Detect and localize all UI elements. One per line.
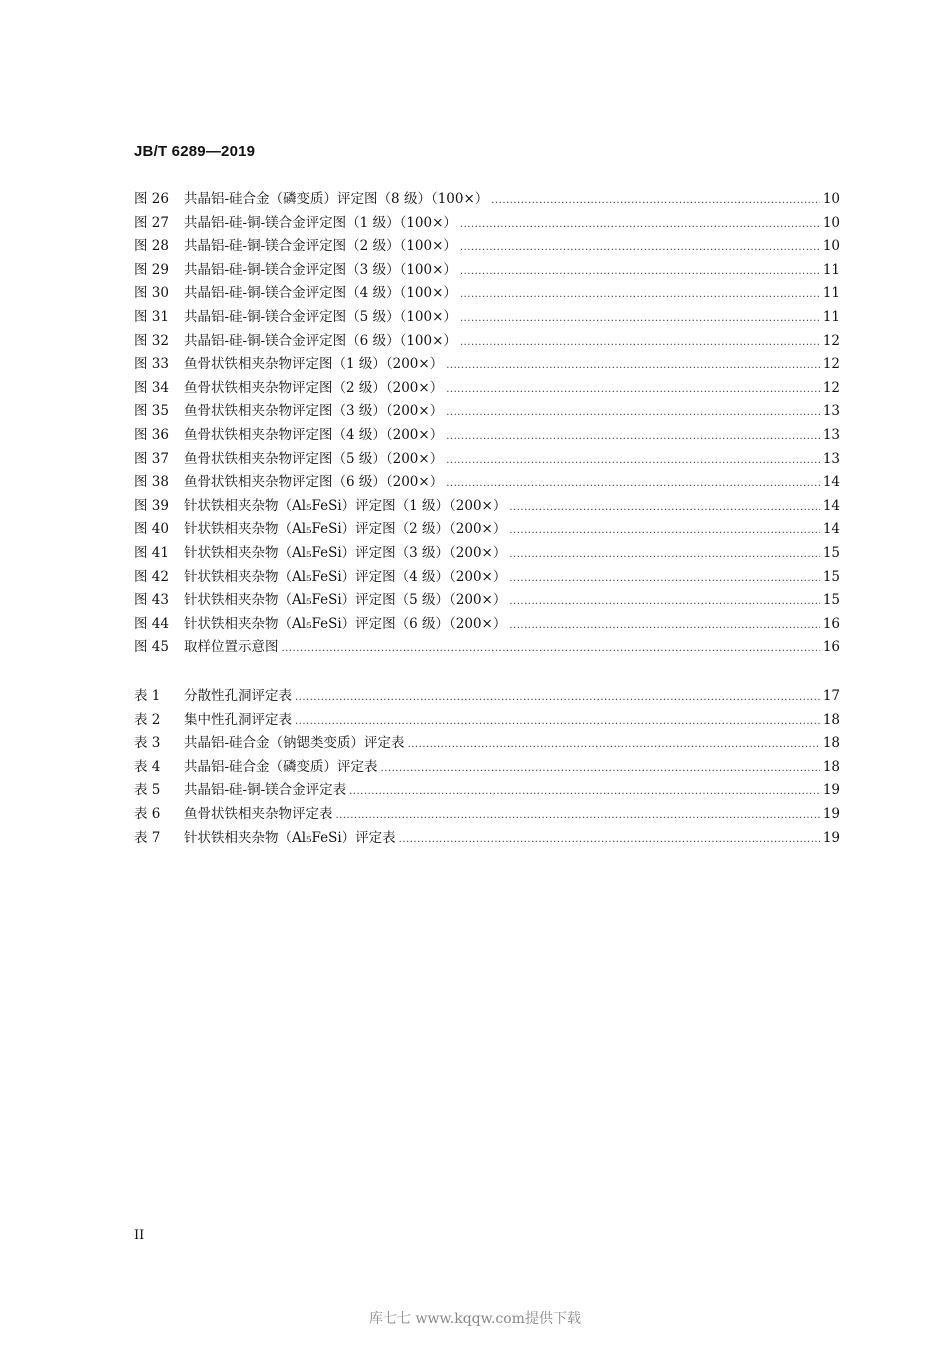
dot-leader [446, 455, 820, 466]
figure-entry[interactable] [134, 541, 840, 565]
table-entry[interactable] [134, 778, 840, 802]
dot-leader [491, 195, 820, 206]
entry-page: 14 [822, 521, 840, 538]
dot-leader [509, 573, 819, 584]
entry-title: 共晶铝-硅-铜-镁合金评定图（4 级）（100×） [184, 285, 457, 302]
entry-title: 鱼骨状铁相夹杂物评定图（6 级）（200×） [184, 474, 444, 491]
figure-entry[interactable] [134, 329, 840, 353]
entry-title: 针状铁相夹杂物（Al₅FeSi）评定图（6 级）（200×） [184, 615, 507, 632]
entry-page: 10 [822, 214, 840, 231]
dot-leader [295, 716, 820, 727]
entry-number: 图 34 [134, 379, 169, 396]
entry-page: 12 [822, 332, 840, 349]
entry-number: 图 27 [134, 214, 169, 231]
figure-entry[interactable] [134, 470, 840, 494]
entry-page: 13 [822, 450, 840, 467]
entry-title: 分散性孔洞评定表 [184, 688, 292, 704]
entry-title: 共晶铝-硅-铜-镁合金评定图（5 级）（100×） [184, 308, 457, 325]
entry-number: 表 7 [134, 829, 161, 846]
entry-number: 图 26 [134, 191, 169, 207]
entry-title: 针状铁相夹杂物（Al₅FeSi）评定图（2 级）（200×） [184, 521, 507, 538]
dot-leader [509, 596, 819, 607]
dot-leader [446, 360, 820, 371]
figure-entry[interactable] [134, 423, 840, 447]
figure-entry[interactable] [134, 447, 840, 471]
page-number: II [134, 1228, 145, 1243]
table-entry[interactable] [134, 708, 840, 732]
figure-entry[interactable] [134, 399, 840, 423]
watermark: 库七七 www.kqqw.com提供下载 [369, 1311, 581, 1327]
dot-leader [399, 834, 820, 845]
entry-number: 图 29 [134, 261, 169, 278]
dot-leader [282, 643, 820, 654]
figure-entry[interactable] [134, 565, 840, 589]
entry-number: 表 5 [134, 782, 161, 799]
entry-number: 图 40 [134, 521, 169, 538]
dot-leader [446, 431, 820, 442]
dot-leader [509, 502, 819, 513]
entry-page: 14 [822, 474, 840, 491]
entry-number: 图 33 [134, 356, 169, 373]
table-entry[interactable] [134, 826, 840, 850]
entry-title: 鱼骨状铁相夹杂物评定图（1 级）（200×） [184, 356, 444, 373]
figure-entry[interactable] [134, 352, 840, 376]
figure-entry[interactable] [134, 234, 840, 258]
entry-page: 10 [822, 238, 840, 255]
entry-number: 图 36 [134, 426, 169, 443]
dot-leader [460, 337, 820, 348]
figure-entry[interactable] [134, 305, 840, 329]
dot-leader [460, 313, 820, 324]
figure-entry[interactable] [134, 612, 840, 636]
entry-page: 11 [822, 285, 840, 302]
entry-title: 共晶铝-硅-铜-镁合金评定图（6 级）（100×） [184, 332, 457, 349]
entry-title: 针状铁相夹杂物（Al₅FeSi）评定表 [184, 829, 396, 846]
entry-page: 11 [822, 308, 840, 325]
entry-number: 图 39 [134, 497, 169, 514]
entry-title: 鱼骨状铁相夹杂物评定图（5 级）（200×） [184, 450, 444, 467]
dot-leader [460, 266, 820, 277]
entry-page: 15 [822, 544, 840, 561]
entry-title: 共晶铝-硅-铜-镁合金评定图（2 级）（100×） [184, 238, 457, 255]
entry-number: 图 30 [134, 285, 169, 302]
dot-leader [295, 692, 820, 703]
dot-leader [336, 810, 820, 821]
table-entry[interactable] [134, 802, 840, 826]
entry-page: 12 [822, 379, 840, 396]
entry-page: 16 [822, 639, 840, 656]
entry-page: 17 [822, 688, 840, 704]
entry-page: 19 [822, 782, 840, 799]
entry-title: 针状铁相夹杂物（Al₅FeSi）评定图（3 级）（200×） [184, 544, 507, 561]
entry-page: 18 [822, 711, 840, 728]
entry-page: 18 [822, 735, 840, 752]
figure-entry[interactable] [134, 588, 840, 612]
entry-page: 13 [822, 403, 840, 420]
entry-title: 鱼骨状铁相夹杂物评定图（3 级）（200×） [184, 403, 444, 420]
dot-leader [509, 620, 819, 631]
entry-title: 共晶铝-硅合金（磷变质）评定图（8 级）（100×） [184, 191, 489, 207]
entry-title: 取样位置示意图 [184, 639, 279, 656]
figure-entry[interactable] [134, 258, 840, 282]
entry-title: 针状铁相夹杂物（Al₅FeSi）评定图（4 级）（200×） [184, 568, 507, 585]
entry-number: 图 42 [134, 568, 169, 585]
entry-number: 图 35 [134, 403, 169, 420]
entry-page: 16 [822, 615, 840, 632]
entry-page: 10 [822, 191, 840, 207]
entry-number: 图 41 [134, 544, 169, 561]
entry-page: 19 [822, 805, 840, 822]
entry-title: 共晶铝-硅-铜-镁合金评定图（3 级）（100×） [184, 261, 457, 278]
dot-leader [408, 739, 820, 750]
dot-leader [446, 407, 820, 418]
entry-title: 鱼骨状铁相夹杂物评定表 [184, 805, 333, 822]
figure-entry[interactable] [134, 376, 840, 400]
entry-title: 针状铁相夹杂物（Al₅FeSi）评定图（5 级）（200×） [184, 592, 507, 609]
entry-page: 13 [822, 426, 840, 443]
entry-number: 表 6 [134, 805, 161, 822]
entry-number: 图 45 [134, 639, 169, 656]
entry-title: 共晶铝-硅-铜-镁合金评定图（1 级）（100×） [184, 214, 457, 231]
figure-entry[interactable] [134, 494, 840, 518]
dot-leader [446, 478, 820, 489]
table-entry[interactable] [134, 731, 840, 755]
entry-number: 图 44 [134, 615, 169, 632]
dot-leader [460, 242, 820, 253]
entry-title: 共晶铝-硅-铜-镁合金评定表 [184, 782, 347, 799]
entry-title: 鱼骨状铁相夹杂物评定图（4 级）（200×） [184, 426, 444, 443]
entry-number: 图 32 [134, 332, 169, 349]
entry-title: 共晶铝-硅合金（磷变质）评定表 [184, 758, 378, 775]
dot-leader [509, 549, 819, 560]
table-list [134, 684, 840, 849]
table-entry[interactable] [134, 755, 840, 779]
dot-leader [460, 219, 820, 230]
dot-leader [460, 289, 820, 300]
entry-title: 共晶铝-硅合金（钠锶类变质）评定表 [184, 735, 405, 752]
table-entry[interactable] [134, 684, 840, 708]
entry-title: 鱼骨状铁相夹杂物评定图（2 级）（200×） [184, 379, 444, 396]
dot-leader [381, 763, 820, 774]
figure-entry[interactable] [134, 281, 840, 305]
figure-entry[interactable] [134, 635, 840, 659]
entry-number: 表 4 [134, 758, 161, 775]
entry-number: 表 3 [134, 735, 161, 752]
figure-entry[interactable] [134, 211, 840, 235]
entry-title: 针状铁相夹杂物（Al₅FeSi）评定图（1 级）（200×） [184, 497, 507, 514]
entry-number: 图 38 [134, 474, 169, 491]
entry-page: 15 [822, 568, 840, 585]
entry-page: 18 [822, 758, 840, 775]
entry-number: 表 2 [134, 711, 161, 728]
standard-code: JB/T 6289—2019 [134, 143, 256, 160]
dot-leader [349, 786, 820, 797]
figure-entry[interactable] [134, 517, 840, 541]
dot-leader [509, 525, 819, 536]
entry-number: 图 37 [134, 450, 169, 467]
entry-title: 集中性孔洞评定表 [184, 711, 292, 728]
figure-entry[interactable] [134, 187, 840, 211]
entry-number: 图 43 [134, 592, 169, 609]
entry-number: 表 1 [134, 688, 161, 704]
entry-page: 15 [822, 592, 840, 609]
figure-list [134, 187, 840, 659]
entry-page: 12 [822, 356, 840, 373]
entry-number: 图 28 [134, 238, 169, 255]
dot-leader [446, 384, 820, 395]
entry-page: 11 [822, 261, 840, 278]
entry-page: 14 [822, 497, 840, 514]
entry-page: 19 [822, 829, 840, 846]
entry-number: 图 31 [134, 308, 169, 325]
